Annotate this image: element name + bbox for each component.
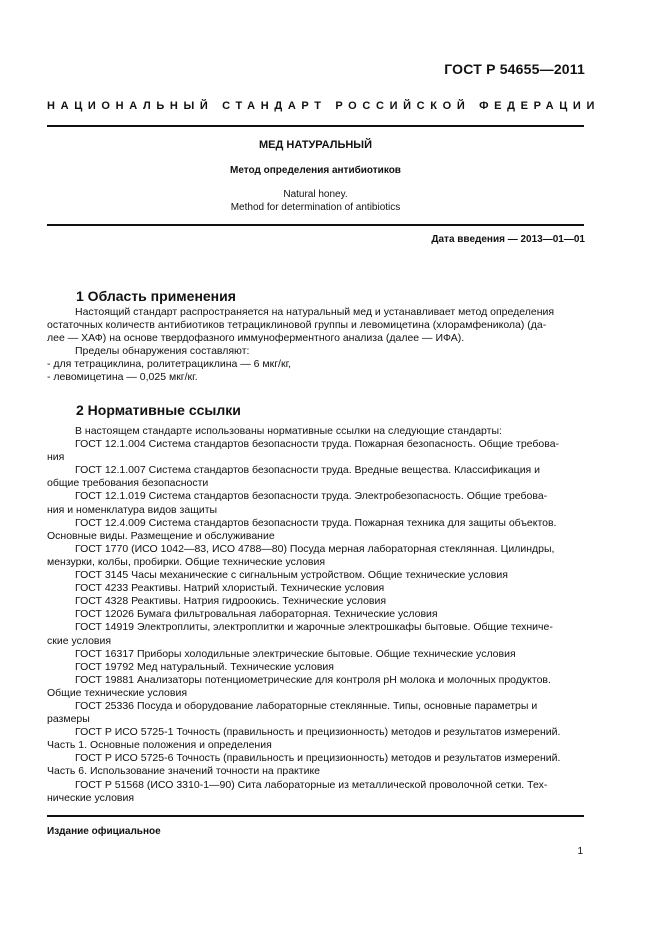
section-2-body [47, 425, 584, 805]
text-line: ГОСТ 14919 Электроплиты, электроплитки и жарочные электрошкафы бытовые. Общие техниче- [75, 621, 553, 634]
english-subtitle: Method for determination of antibiotics [230, 202, 401, 213]
text-line: ГОСТ 12.1.007 Система стандартов безопасности труда. Вредные вещества. Классификация и [75, 464, 541, 477]
text-line: Основные виды. Размещение и обслуживание [47, 529, 275, 542]
text-line: лее — ХАФ) на основе твердофазного иммуноферментного анализа (далее — ИФА). [47, 332, 465, 345]
text-line: ГОСТ Р ИСО 5725-1 Точность (правильность и прецизионность) методов и результатов измерений. [75, 726, 561, 739]
text-line: ГОСТ Р ИСО 5725-6 Точность (правильность и прецизионность) методов и результатов измерений. [75, 752, 561, 765]
text-line: Часть 6. Использование значений точности на практике [47, 765, 320, 778]
text-line: остаточных количеств антибиотиков тетрациклиновой группы и левомицетина (хлорамфеникола) (да- [47, 319, 547, 332]
text-line: В настоящем стандарте использованы нормативные ссылки на следующие стандарты: [75, 425, 502, 437]
text-line: ГОСТ 12.1.004 Система стандартов безопасности труда. Пожарная безопасность. Общие требова- [75, 438, 560, 451]
title-bottom-rule [47, 224, 584, 226]
english-title: Natural honey. [283, 189, 348, 200]
document-title: МЕД НАТУРАЛЬНЫЙ [259, 139, 372, 151]
section-1-heading: 1 Область применения [76, 288, 236, 304]
text-line: ГОСТ Р 51568 (ИСО 3310-1—90) Сита лабораторные из металлической проволочной сетки. Тех- [75, 778, 548, 791]
text-line: ГОСТ 19792 Мед натуральный. Технические условия [75, 660, 334, 673]
text-line: Пределы обнаружения составляют: [75, 345, 250, 358]
text-line: ГОСТ 25336 Посуда и оборудование лабораторные стеклянные. Типы, основные параметры и [75, 699, 538, 712]
text-line: - левомицетина — 0,025 мкг/кг. [47, 371, 198, 384]
text-line: ГОСТ 1770 (ИСО 1042—83, ИСО 4788—80) Посуда мерная лабораторная стеклянная. Цилиндры, [75, 542, 555, 555]
page-number: 1 [577, 846, 583, 857]
text-line: ГОСТ 4233 Реактивы. Натрий хлористый. Технические условия [75, 582, 385, 595]
introduction-date: Дата введения — 2013—01—01 [431, 234, 585, 245]
section-1-body [47, 306, 584, 385]
text-line: общие требования безопасности [47, 477, 209, 490]
text-line: Общие технические условия [47, 686, 188, 699]
text-line: ГОСТ 19881 Анализаторы потенциометрические для контроля pH молока и молочных продуктов. [75, 673, 551, 686]
text-line: ГОСТ 12.1.019 Система стандартов безопасности труда. Электробезопасность. Общие требова- [75, 490, 548, 503]
text-line: - для тетрациклина, ролитетрациклина — 6 мкг/кг, [47, 358, 292, 371]
text-line: нические условия [47, 791, 135, 804]
text-line: ГОСТ 12026 Бумага фильтровальная лабораторная. Технические условия [75, 608, 438, 621]
text-line: ния и номенклатура видов защиты [47, 503, 218, 516]
text-line: Настоящий стандарт распространяется на натуральный мед и устанавливает метод определения [75, 306, 555, 318]
top-rule [47, 125, 584, 127]
official-edition-label: Издание официальное [47, 826, 161, 837]
section-2-heading: 2 Нормативные ссылки [76, 402, 241, 418]
text-line: ГОСТ 4328 Реактивы. Натрия гидроокись. Технические условия [75, 595, 387, 608]
text-line: мензурки, колбы, пробирки. Общие технические условия [47, 555, 326, 568]
document-subtitle: Метод определения антибиотиков [230, 165, 401, 176]
national-standard-heading: НАЦИОНАЛЬНЫЙ СТАНДАРТ РОССИЙСКОЙ ФЕДЕРАЦИИ [47, 100, 601, 112]
text-line: Часть 1. Основные положения и определения [47, 739, 272, 752]
text-line: ские условия [47, 634, 112, 647]
document-number: ГОСТ Р 54655—2011 [444, 61, 585, 77]
text-line: ГОСТ 16317 Приборы холодильные электрические бытовые. Общие технические условия [75, 647, 516, 660]
footer-rule [47, 815, 584, 817]
text-line: ГОСТ 12.4.009 Система стандартов безопасности труда. Пожарная техника для защиты объектов. [75, 516, 557, 529]
text-line: размеры [47, 713, 90, 726]
text-line: ГОСТ 3145 Часы механические с сигнальным устройством. Общие технические условия [75, 569, 508, 582]
text-line: ния [47, 451, 65, 464]
